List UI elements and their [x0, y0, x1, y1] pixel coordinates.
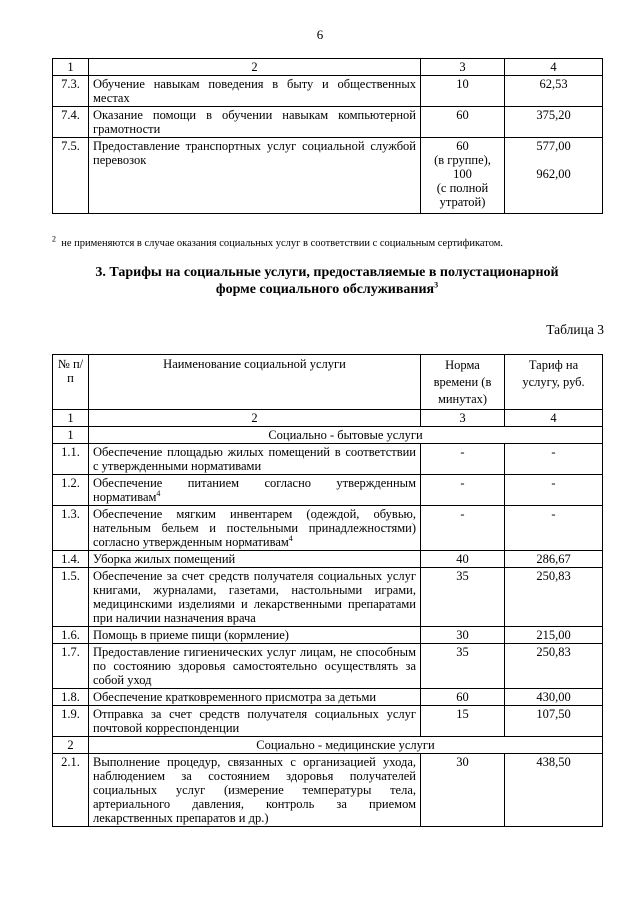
- service-name-text: Обеспечение питанием согласно утвержденным нормативам: [93, 476, 416, 504]
- index-cell: 3: [421, 410, 505, 427]
- table-row: [53, 644, 603, 689]
- header-cell: 4: [505, 59, 603, 76]
- row-number: 7.4.: [53, 107, 89, 138]
- tariff-value: 250,83: [505, 568, 603, 627]
- norm-line: 60: [456, 139, 469, 153]
- footnote-text: не применяются в случае оказания социальных услуг в соответствии с социальным сертификатом.: [61, 238, 504, 249]
- service-name: Оказание помощи в обучении навыкам компьютерной грамотности: [89, 107, 421, 138]
- table-row: [53, 551, 603, 568]
- norm-line: 100: [453, 167, 472, 181]
- index-cell: 2: [89, 410, 421, 427]
- tariff-value: 430,00: [505, 689, 603, 706]
- header-cell: 1: [53, 59, 89, 76]
- section-row: [53, 737, 603, 754]
- tariff-full-loss: 962,00: [536, 167, 571, 181]
- index-cell: 1: [53, 410, 89, 427]
- table-label: Таблица 3: [546, 322, 604, 337]
- norm-line: утратой): [439, 195, 486, 209]
- table-row: [53, 475, 603, 506]
- time-norm: 60: [421, 107, 505, 138]
- col-header-norm: Норма времени (в минутах): [421, 355, 505, 410]
- heading-footnote-marker: 3: [434, 280, 439, 290]
- service-name: Обеспечение за счет средств получателя социальных услуг книгами, журналами, газетами, настольными играми, медицинскими изделиями и лекарственными препаратами при наличии назначения врача: [89, 568, 421, 627]
- table-header-row: [53, 355, 603, 410]
- col-header-tariff: Тариф на услугу, руб.: [505, 355, 603, 410]
- table-row: [53, 444, 603, 475]
- service-name: Обеспечение площадью жилых помещений в соответствии с утвержденными нормативами: [89, 444, 421, 475]
- time-norm: -: [421, 506, 505, 551]
- time-norm: 30: [421, 627, 505, 644]
- section-number: 1: [53, 427, 89, 444]
- footnote-marker: 2: [52, 234, 56, 244]
- row-number: 1.3.: [53, 506, 89, 551]
- tariff-value: [505, 138, 603, 214]
- heading-line-2: [52, 281, 602, 298]
- table-row: [53, 76, 603, 107]
- time-norm: -: [421, 475, 505, 506]
- continued-services-table: [52, 58, 603, 214]
- row-number: 7.5.: [53, 138, 89, 214]
- row-number: 1.4.: [53, 551, 89, 568]
- table-index-row: [53, 410, 603, 427]
- service-name: [89, 506, 421, 551]
- table-row: [53, 689, 603, 706]
- time-norm: [421, 138, 505, 214]
- table-row: [53, 627, 603, 644]
- row-number: 1.2.: [53, 475, 89, 506]
- time-norm: 35: [421, 568, 505, 627]
- row-number: 1.5.: [53, 568, 89, 627]
- row-number: 1.6.: [53, 627, 89, 644]
- tariff-value: 375,20: [505, 107, 603, 138]
- section-row: [53, 427, 603, 444]
- service-name: Предоставление транспортных услуг социальной службой перевозок: [89, 138, 421, 214]
- table-row: [53, 754, 603, 827]
- tariff-value: 215,00: [505, 627, 603, 644]
- service-name-text: Обеспечение мягким инвентарем (одеждой, обувью, нательным бельем и постельными принадлежностями) согласно утвержденным нормативам: [93, 507, 416, 549]
- row-number: 1.9.: [53, 706, 89, 737]
- time-norm: 15: [421, 706, 505, 737]
- heading-line-2-text: форме социального обслуживания: [215, 282, 435, 297]
- table-row: [53, 706, 603, 737]
- service-name: [89, 475, 421, 506]
- tariff-value: 62,53: [505, 76, 603, 107]
- index-cell: 4: [505, 410, 603, 427]
- col-header-name: Наименование социальной услуги: [89, 355, 421, 410]
- row-number: 1.8.: [53, 689, 89, 706]
- service-name: Обучение навыкам поведения в быту и общественных местах: [89, 76, 421, 107]
- tariff-value: 286,67: [505, 551, 603, 568]
- tariff-value: -: [505, 506, 603, 551]
- table-row: [53, 107, 603, 138]
- service-name: Отправка за счет средств получателя социальных услуг почтовой корреспонденции: [89, 706, 421, 737]
- time-norm: 30: [421, 754, 505, 827]
- footnote: [52, 234, 612, 250]
- norm-line: (в группе),: [434, 153, 491, 167]
- section-title: Социально - медицинские услуги: [89, 737, 603, 754]
- service-name: Уборка жилых помещений: [89, 551, 421, 568]
- row-number: 7.3.: [53, 76, 89, 107]
- footnote-marker: 4: [156, 488, 161, 498]
- row-number: 1.1.: [53, 444, 89, 475]
- page-number: 6: [316, 27, 324, 42]
- tariff-value: -: [505, 444, 603, 475]
- norm-line: (с полной: [436, 181, 489, 195]
- service-name: Помощь в приеме пищи (кормление): [89, 627, 421, 644]
- time-norm: 10: [421, 76, 505, 107]
- time-norm: 40: [421, 551, 505, 568]
- time-norm: 35: [421, 644, 505, 689]
- heading-line-1: 3. Тарифы на социальные услуги, предоставляемые в полустационарной: [95, 265, 559, 280]
- header-cell: 2: [89, 59, 421, 76]
- section-title: Социально - бытовые услуги: [89, 427, 603, 444]
- col-header-number: № п/п: [53, 355, 89, 410]
- service-name: Выполнение процедур, связанных с организацией ухода, наблюдением за состоянием здоровья получателей социальных услуг (измерение температуры тела, артериального давления, контроль за приемом лекарственных препаратов и др.): [89, 754, 421, 827]
- tariff-value: 107,50: [505, 706, 603, 737]
- table-row: [53, 138, 603, 214]
- time-norm: 60: [421, 689, 505, 706]
- header-cell: 3: [421, 59, 505, 76]
- row-number: 2.1.: [53, 754, 89, 827]
- table-header-row: [53, 59, 603, 76]
- footnote-marker: 4: [288, 533, 293, 543]
- section-number: 2: [53, 737, 89, 754]
- section-heading: [52, 264, 602, 298]
- tariff-value: 438,50: [505, 754, 603, 827]
- service-name: Предоставление гигиенических услуг лицам, не способным по состоянию здоровья самостоятельно осуществлять за собой уход: [89, 644, 421, 689]
- tariff-value: -: [505, 475, 603, 506]
- row-number: 1.7.: [53, 644, 89, 689]
- tariff-value: 250,83: [505, 644, 603, 689]
- tariff-group: 577,00: [536, 139, 571, 153]
- tariffs-table: [52, 354, 603, 827]
- table-row: [53, 506, 603, 551]
- table-row: [53, 568, 603, 627]
- service-name: Обеспечение кратковременного присмотра за детьми: [89, 689, 421, 706]
- time-norm: -: [421, 444, 505, 475]
